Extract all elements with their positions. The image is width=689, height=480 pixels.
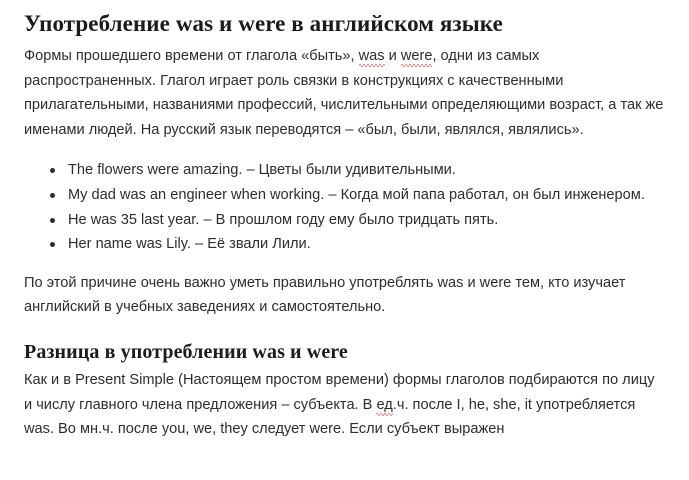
intro-text-part-3: , одни из самых распространенных. Глагол играет роль связки в конструкциях с качественными прилагательными, названиями профессий, числительными определяющими возраст, а так же именами людей. На русский язык переводятся – «был, были, являлся, являлись». [24,48,664,138]
spellcheck-word-was[interactable]: was [358,48,385,64]
tail-paragraph [24,366,665,442]
tail-text-part-2: .ч. после I, he, she, it употребляется was. Во мн.ч. после you, we, they следует were. Если субъект выражен [24,396,636,438]
list-item [24,158,665,183]
spellcheck-word-ed[interactable]: ед [376,396,393,413]
intro-text-part-2: и [384,48,401,64]
list-item [24,183,665,208]
page-title: Употребление was и were в английском языке [24,11,503,36]
list-item-text: My dad was an engineer when working. – Когда мой папа работал, он был инженером. [68,186,645,203]
spellcheck-word-were[interactable]: were [400,48,433,64]
tail-text-part-1: Как и в Present Simple (Настоящем простом времени) формы глаголов подбираются по лицу и числу главного члена предложения – субъекта. В [24,371,655,413]
list-item-text: He was 35 last year. – В прошлом году ему было тридцать пять. [68,211,499,228]
list-item [24,208,665,233]
intro-text-part-1: Формы прошедшего времени от глагола «быть», [24,48,359,64]
reason-paragraph: По этой причине очень важно уметь правильно употреблять was и were тем, кто изучает английский в учебных заведениях и самостоятельно. [24,274,626,316]
examples-list [24,142,665,256]
list-item-text: The flowers were amazing. – Цветы были удивительными. [68,162,456,179]
list-item [24,232,665,257]
section-heading-difference: Разница в употреблении was и were [24,340,348,363]
intro-paragraph [24,40,665,142]
list-item-text: Her name was Lily. – Её звали Лили. [68,236,311,253]
